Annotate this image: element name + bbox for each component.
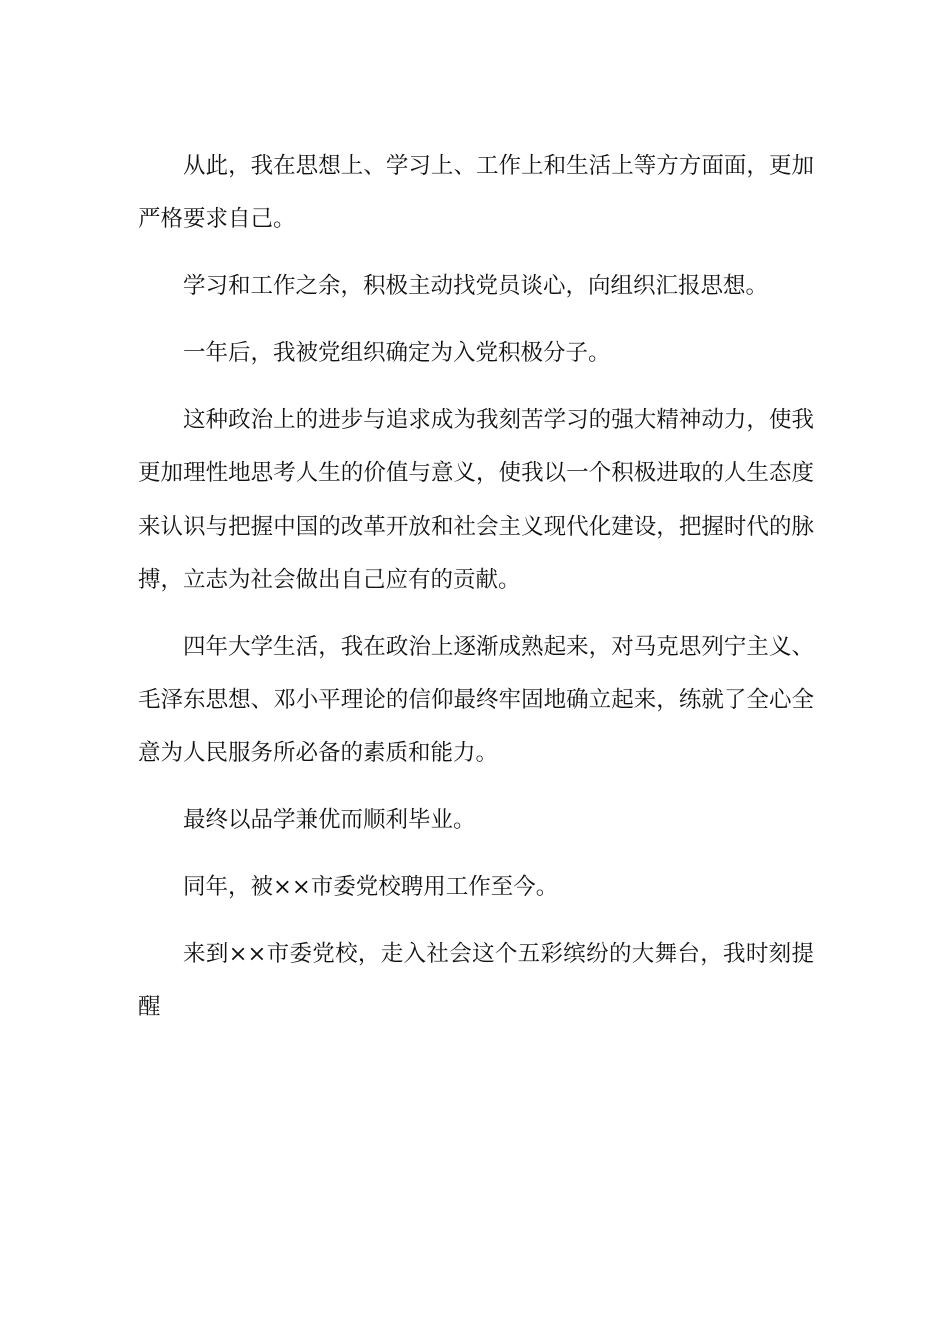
paragraph-4: 这种政治上的进步与追求成为我刻苦学习的强大精神动力，使我更加理性地思考人生的价值与意义，使我以一个积极进取的人生态度来认识与把握中国的改革开放和社会主义现代化建设，把握时代的脉搏，立志为社会做出自己应有的贡献。	[138, 406, 814, 593]
paragraph-3: 一年后，我被党组织确定为入党积极分子。	[183, 340, 611, 367]
paragraph-2: 学习和工作之余，积极主动找党员谈心，向组织汇报思想。	[183, 273, 769, 300]
paragraph-7: 同年，被××市委党校聘用工作至今。	[183, 874, 559, 901]
paragraph-8: 来到××市委党校，走入社会这个五彩缤纷的大舞台，我时刻提醒	[138, 941, 814, 1021]
document-body	[138, 140, 814, 1035]
paragraph-6: 最终以品学兼优而顺利毕业。	[183, 807, 476, 834]
paragraph-5: 四年大学生活，我在政治上逐渐成熟起来，对马克思列宁主义、毛泽东思想、邓小平理论的信仰最终牢固地确立起来，练就了全心全意为人民服务所必备的素质和能力。	[138, 633, 814, 767]
paragraph-1: 从此，我在思想上、学习上、工作上和生活上等方方面面，更加严格要求自己。	[138, 153, 814, 233]
